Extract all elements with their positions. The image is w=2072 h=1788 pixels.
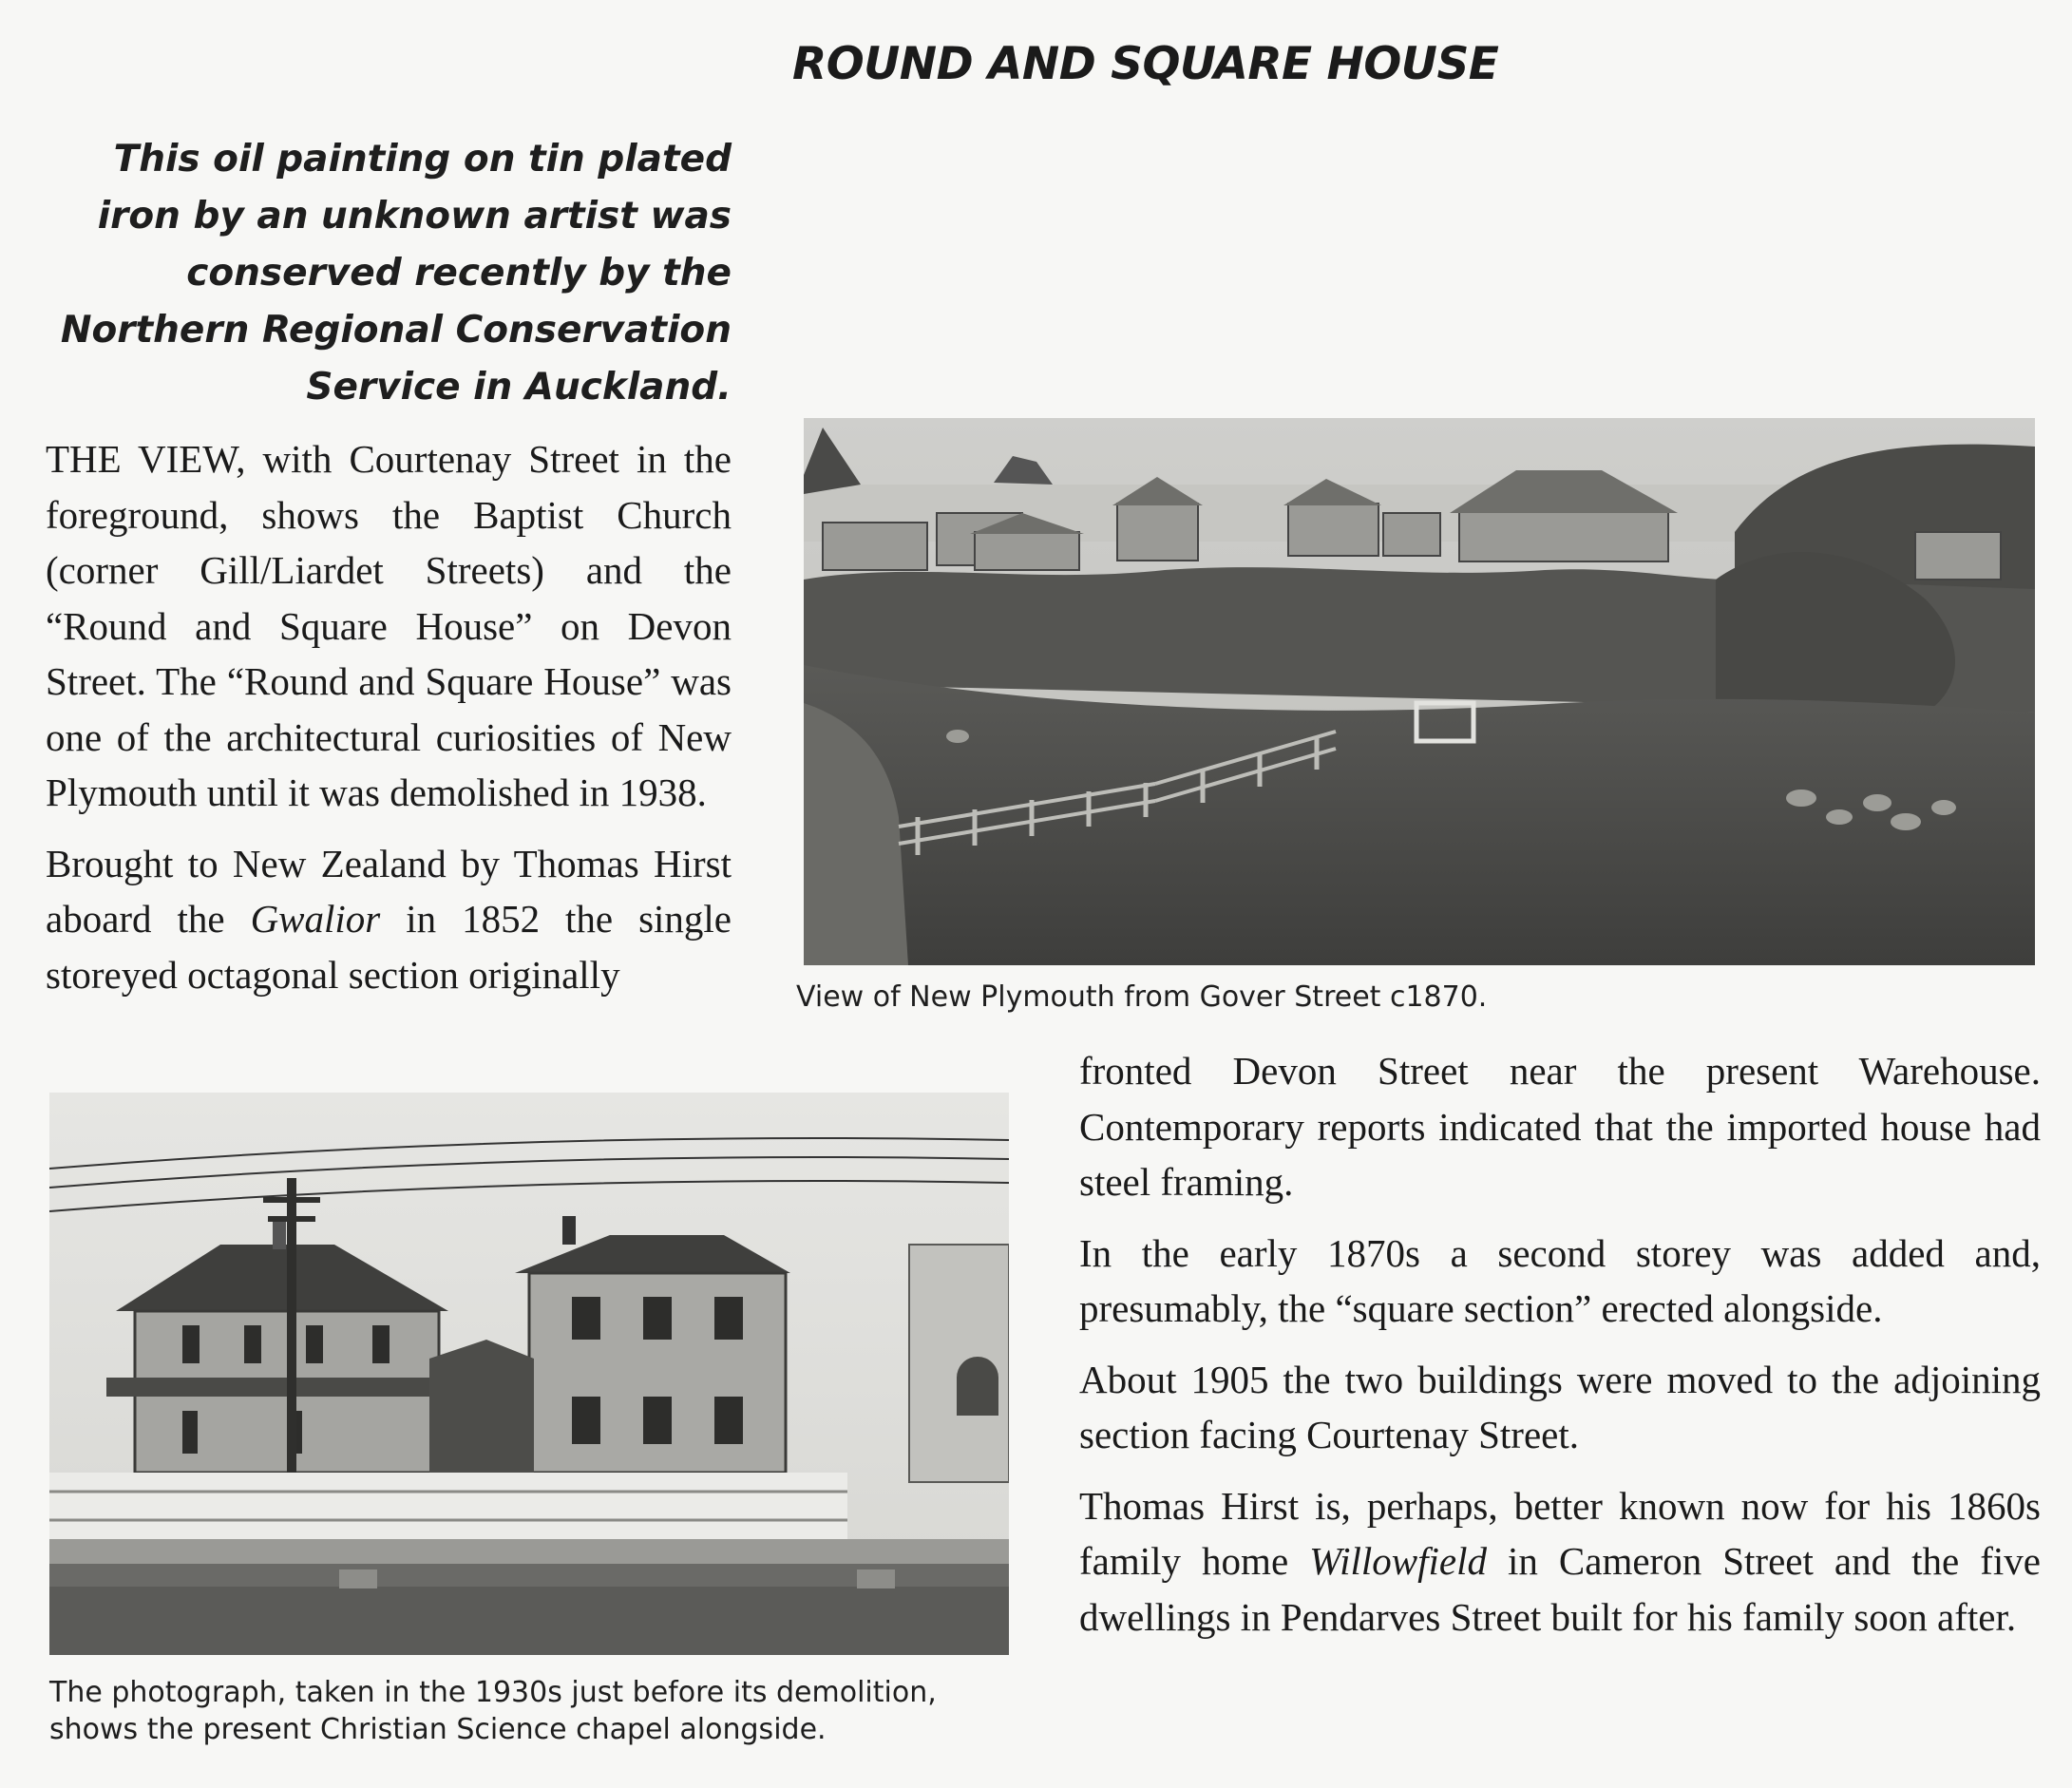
painting-image [804,418,2035,965]
photograph-image [49,1093,1009,1655]
right-paragraph-3: About 1905 the two buildings were moved to the adjoining section facing Courtenay Street. [1079,1357,2041,1456]
home-name: Willowfield [1309,1539,1487,1583]
left-paragraph-2-text-a: Brought to New Zealand by Thomas Hirst aboard the [46,841,732,941]
right-paragraph-1: fronted Devon Street near the present Warehouse. Contemporary reports indicated that the imported house had steel framing. [1079,1049,2041,1204]
left-paragraph-1: THE VIEW, with Courtenay Street in the foreground, shows the Baptist Church (corner Gill/Liardet Streets) and the “Round and Square House” on Devon Street. The “Round and Square House” was one of the architectural curiosities of New Plymouth until it was demolished in 1938. [46,437,732,814]
left-column [46,431,732,1018]
left-paragraph-2-text-b: in 1852 the single storeyed octagonal section originally [46,897,732,997]
right-paragraph-4 [1079,1478,2041,1645]
left-paragraph-2 [46,836,732,1003]
photograph-caption-line-1: The photograph, taken in the 1930s just before its demolition, [49,1676,937,1709]
ship-name: Gwalior [250,897,381,941]
photograph-caption [49,1674,999,1748]
painting-caption: View of New Plymouth from Gover Street c1870. [796,980,1488,1014]
right-paragraph-4-text-a: Thomas Hirst is, perhaps, better known now for his 1860s family home [1079,1483,2041,1583]
right-paragraph-2: In the early 1870s a second storey was added and, presumably, the “square section” erected alongside. [1079,1230,2041,1330]
intro-paragraph: This oil painting on tin plated iron by an unknown artist was conserved recently by the Northern Regional Conservation Service in Auckland. [60,138,732,409]
right-paragraph-4-text-b: in Cameron Street and the five dwellings in Pendarves Street built for his family soon after. [1079,1539,2041,1639]
page-title: ROUND AND SQUARE HOUSE [792,38,1499,90]
right-column [1079,1043,2041,1660]
photograph-caption-line-2: shows the present Christian Science chapel alongside. [49,1713,827,1746]
